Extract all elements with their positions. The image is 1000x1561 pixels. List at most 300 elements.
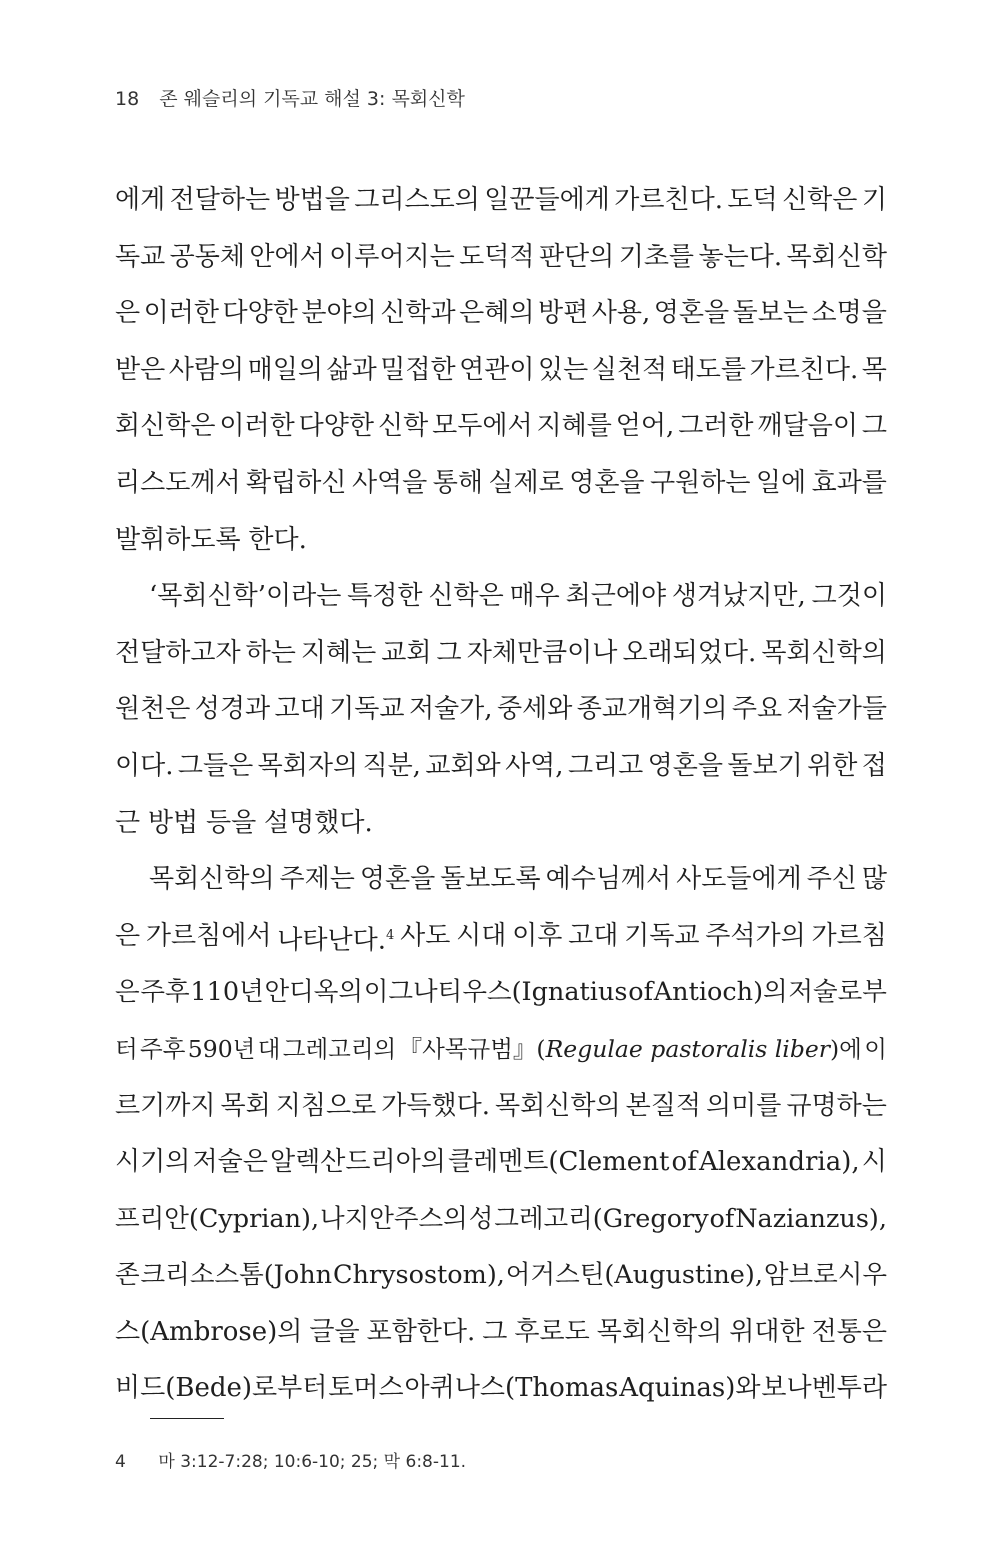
word-text: 사람의 (168, 354, 245, 385)
word-text: Chrysostom), (333, 1260, 505, 1291)
word (735, 1199, 887, 1256)
word-text: 목회신학의 (149, 864, 275, 895)
word-text: 주후 (140, 1034, 186, 1063)
word (115, 803, 140, 860)
word-text: 돌보는 (732, 298, 809, 329)
word (807, 746, 857, 803)
word (327, 350, 377, 407)
word-text: 저술은 (192, 1147, 268, 1178)
word-text: 이 (864, 1034, 887, 1063)
word (380, 293, 455, 350)
word (862, 406, 887, 463)
word-text: 주후 (140, 977, 190, 1008)
word-text: 비드(Bede)로부터 (115, 1373, 328, 1404)
footnote-reference[interactable]: 4 (386, 927, 395, 943)
word (812, 1312, 887, 1369)
word-text: 저술가, (408, 694, 493, 725)
word (456, 916, 506, 973)
word-text: 어거스틴(Augustine), (505, 1260, 763, 1291)
word (710, 1199, 735, 1256)
word (786, 689, 886, 746)
word-text: 직분, (362, 750, 421, 781)
word-text: 글을 (309, 1316, 360, 1347)
word (862, 350, 887, 407)
word (678, 406, 753, 463)
word-text: 그 (482, 1316, 508, 1347)
word-text: 가르친다. (614, 185, 724, 215)
word (432, 406, 532, 463)
word (622, 633, 756, 690)
word (757, 406, 857, 463)
word-text: 기 (861, 185, 887, 215)
word-text: 도덕적 (459, 241, 535, 272)
word (115, 1312, 302, 1369)
word-text: 실제로 (488, 467, 564, 498)
word (364, 972, 628, 1029)
word (626, 1086, 701, 1143)
word-text: 위한 (807, 750, 858, 781)
word-text: 보나벤투라 (761, 1373, 887, 1404)
word (115, 1368, 327, 1425)
word (756, 463, 806, 520)
word-text: 590년 (187, 1034, 256, 1063)
word (807, 859, 857, 916)
word-text: 공동체 (169, 241, 245, 272)
word-text: 소명을 (811, 298, 887, 329)
word-text: 사역, (505, 750, 564, 781)
word (440, 859, 540, 916)
word (488, 463, 563, 520)
word (705, 916, 805, 973)
word (360, 859, 435, 916)
word (648, 746, 723, 803)
word-text: Nazianzus), (735, 1203, 887, 1234)
text-line (115, 406, 887, 463)
word-text: 이다. (115, 750, 174, 781)
word (512, 916, 562, 973)
word (764, 1255, 887, 1312)
word-text: 교회 (381, 637, 432, 668)
word-text: 주신 (806, 864, 857, 895)
word (140, 972, 189, 1029)
word (115, 916, 140, 973)
word-text: 모두에서 (432, 411, 533, 442)
word (699, 1142, 860, 1199)
word (538, 350, 588, 407)
word-text: 발휘하도록 (115, 524, 241, 555)
word-text: 고대 (274, 694, 325, 725)
word (320, 1199, 468, 1256)
word (352, 463, 427, 520)
word-text: 받은 (115, 354, 166, 385)
word-text: 구원하는 (650, 467, 751, 498)
word-text: 포함한다. (366, 1316, 476, 1347)
word-text: 가르친다. (749, 354, 859, 385)
word (115, 633, 241, 690)
word (115, 746, 174, 803)
word-text: 클레멘트(Clement (447, 1147, 670, 1178)
word-text: 리스도께서 (115, 467, 241, 498)
word (246, 633, 296, 690)
word-text: 주요 (731, 694, 783, 725)
word-text: 목회신학 (786, 241, 887, 272)
word (115, 1086, 215, 1143)
word (864, 1029, 887, 1086)
word-text: 전달하는 (169, 185, 271, 215)
word (333, 1255, 505, 1312)
word (671, 350, 746, 407)
word (246, 463, 346, 520)
book-title-korean: 『사목규범』( (398, 1034, 546, 1063)
word-text: 그리고 (567, 750, 644, 781)
text-line (115, 237, 887, 294)
word (258, 1029, 281, 1086)
footnote-text: 마 3:12-7:28; 10:6-10; 25; 막 6:8-11. (158, 1452, 467, 1472)
word (727, 180, 777, 237)
word (786, 1086, 886, 1143)
word (750, 350, 859, 407)
word (592, 293, 651, 350)
word (428, 576, 503, 633)
word (782, 180, 857, 237)
text-line (115, 633, 887, 690)
word-text: 지혜를 (536, 411, 612, 442)
word (277, 916, 394, 973)
word-text: 중세와 (496, 694, 573, 725)
word (672, 1142, 697, 1199)
body-text (115, 180, 887, 1425)
word (459, 293, 534, 350)
text-line (115, 859, 887, 916)
word (270, 1142, 446, 1199)
word-text: 르기까지 (115, 1090, 216, 1121)
word (367, 1312, 476, 1369)
word (654, 293, 729, 350)
word-text: 얻어, (615, 411, 675, 442)
word (115, 520, 241, 577)
word-text: 사용, (591, 298, 651, 329)
word (329, 237, 455, 294)
word (698, 237, 782, 294)
word (733, 293, 808, 350)
word-text: 기초를 (618, 241, 695, 272)
word (115, 1199, 319, 1256)
word-text: 터 (115, 1034, 138, 1063)
word-text: Aquinas)와 (619, 1373, 761, 1404)
word (484, 180, 610, 237)
word-text: 영혼을 (569, 467, 645, 498)
word-text: 방법을 (274, 185, 350, 215)
text-line (115, 1086, 887, 1143)
word-text: 목 (861, 354, 887, 385)
word-text: 종교개혁기의 (576, 694, 728, 725)
word-text: 그 (861, 411, 887, 442)
word-text: 목회자의 (257, 750, 359, 781)
word (309, 1312, 359, 1369)
word (706, 1086, 781, 1143)
word (812, 576, 887, 633)
word-text: 예수님께서 (545, 864, 672, 895)
word-text: 은혜의 (459, 298, 535, 329)
word-text: 주석가의 (705, 920, 806, 951)
word (624, 916, 699, 973)
word-text: 이러한 (219, 411, 295, 442)
word-text: 오래되었다. (622, 637, 757, 668)
word (115, 293, 140, 350)
word-text: 전통은 (811, 1316, 887, 1347)
word-text: 은 (115, 977, 140, 1008)
word (115, 463, 241, 520)
word-text: 신학 (377, 411, 429, 442)
word-text: 가르침 (811, 920, 887, 951)
word (195, 689, 270, 746)
word (354, 180, 480, 237)
word-text: 암브로시우 (763, 1260, 887, 1291)
word (380, 350, 455, 407)
word (577, 689, 728, 746)
word-text: 목회신학의 (596, 1316, 723, 1347)
word-text: 놓는다. (698, 241, 783, 272)
word-text: of (628, 977, 654, 1008)
text-line (115, 520, 887, 577)
word (301, 633, 376, 690)
word-text: 영혼을 (653, 298, 730, 329)
word-text: 본질적 (625, 1090, 702, 1121)
word-text: 후로도 (514, 1316, 590, 1347)
word-text: 많 (861, 864, 887, 895)
text-line (115, 293, 887, 350)
word (381, 633, 431, 690)
word (787, 237, 887, 294)
word-text: 의미를 (706, 1090, 782, 1121)
word (190, 972, 263, 1029)
word (146, 916, 272, 973)
word-text: 돌보기 (727, 750, 803, 781)
word-text: 그레고리(Gregory (494, 1203, 709, 1234)
word-text: 존 (115, 1260, 140, 1291)
word-text: 위대한 (729, 1316, 805, 1347)
word (404, 1368, 618, 1425)
word-text: 최근에야 (565, 581, 667, 612)
text-line (115, 746, 887, 803)
word (619, 237, 694, 294)
word (437, 633, 462, 690)
word-text: 하는 (245, 637, 296, 668)
word-text: 영혼을 (647, 750, 724, 781)
word (169, 350, 244, 407)
word-text: Alexandria), (698, 1147, 860, 1178)
text-line (115, 1255, 887, 1312)
text-line (115, 1199, 887, 1256)
word (115, 1255, 140, 1312)
word (148, 803, 198, 860)
word (761, 633, 887, 690)
word-text: 신학은 (428, 581, 504, 612)
word (264, 972, 363, 1029)
word (170, 237, 245, 294)
word (115, 689, 190, 746)
word (275, 689, 325, 746)
text-line (115, 1312, 887, 1369)
word-text: 방편 (538, 298, 589, 329)
word (140, 1029, 185, 1086)
word (732, 689, 782, 746)
word-text: 성경과 (194, 694, 271, 725)
word-text: 그들은 (177, 750, 254, 781)
word (248, 520, 307, 577)
word-text: 목회신학의 (495, 1090, 621, 1121)
footnote (115, 1447, 466, 1472)
text-line (115, 350, 887, 407)
word-text: 사역을 (351, 467, 428, 498)
word (329, 689, 404, 746)
word (362, 746, 421, 803)
word (399, 1029, 862, 1086)
word-text: 있는 (538, 354, 589, 385)
word (299, 406, 374, 463)
word (409, 689, 493, 746)
word-text: 기독교 (329, 694, 405, 725)
word-text: of (671, 1147, 697, 1178)
word-text: 방법 (147, 807, 199, 838)
word (568, 746, 643, 803)
word-text: 목회 (220, 1090, 271, 1121)
word-text: 접 (861, 750, 887, 781)
word-text: 신학과 (380, 298, 456, 329)
word (546, 859, 672, 916)
word (862, 1142, 887, 1199)
word-text: 안디옥의 (264, 977, 364, 1008)
word-text: 에게 (115, 185, 166, 215)
word (788, 972, 887, 1029)
word (537, 406, 612, 463)
word-text: 매일의 (247, 354, 323, 385)
word (616, 406, 675, 463)
word (538, 293, 588, 350)
word (812, 463, 887, 520)
footnote-number: 4 (115, 1452, 126, 1472)
text-line (115, 916, 887, 973)
word (221, 1086, 271, 1143)
word-text: 한다. (248, 524, 307, 555)
word (459, 350, 534, 407)
word-text: 실천적 (591, 354, 668, 385)
word (568, 916, 618, 973)
word-text: 분야의 (301, 298, 377, 329)
word-text: 이루어지는 (329, 241, 455, 272)
word (115, 237, 165, 294)
word (497, 689, 572, 746)
word-text: 회신학은 (115, 411, 216, 442)
word (812, 293, 887, 350)
footnote-divider (150, 1418, 224, 1419)
word (482, 1312, 507, 1369)
word-text: 영혼을 (359, 864, 436, 895)
word-text: 성 (468, 1203, 494, 1234)
word (258, 746, 358, 803)
page-number: 18 (115, 88, 140, 110)
word (149, 859, 275, 916)
word-text: 효과를 (811, 467, 887, 498)
word (328, 1368, 403, 1425)
word-text: 저술로부 (788, 977, 887, 1008)
word (862, 180, 887, 237)
word-text: 돌보도록 (440, 864, 541, 895)
running-header (115, 84, 465, 111)
word-text: 생겨났지만, (671, 581, 806, 612)
word (761, 1368, 887, 1425)
word-suffix: )에 (830, 1034, 862, 1063)
word-text: 은 (115, 920, 141, 951)
word-text: 아퀴나스(Thomas (404, 1373, 619, 1404)
text-line (115, 463, 887, 520)
word-text: 지혜는 (300, 637, 377, 668)
word-text: 그리스도의 (354, 185, 480, 215)
word (628, 972, 653, 1029)
word-text: 다양한 (298, 411, 375, 442)
word-text: 교회와 (425, 750, 501, 781)
word-text: 목회신학의 (761, 637, 887, 668)
word-text: 밀접한 (380, 354, 456, 385)
word-text: 크리소스톰(John (140, 1260, 333, 1291)
word (144, 293, 219, 350)
word-text: 사도들에게 (676, 864, 802, 895)
word-text: Antioch)의 (653, 977, 788, 1008)
word-text: 신학은 (782, 185, 858, 215)
word-text: of (709, 1203, 735, 1234)
word-text: 알렉산드리아의 (270, 1147, 446, 1178)
word-text: 일에 (755, 467, 807, 498)
word (400, 916, 450, 973)
word-text: 독교 (115, 241, 166, 272)
word (115, 406, 215, 463)
word-text: 등을 (205, 807, 257, 838)
word-text: 특정한 (347, 581, 423, 612)
word (650, 463, 750, 520)
word-text: 가득했다. (381, 1090, 490, 1121)
word-text: 고대 (568, 920, 619, 951)
word (566, 576, 666, 633)
word (494, 1199, 708, 1256)
word (597, 1312, 723, 1369)
word-text: 지침으로 (275, 1090, 377, 1121)
word-text: 다양한 (222, 298, 298, 329)
word (862, 746, 887, 803)
word-text: 규명하는 (786, 1090, 887, 1121)
word (619, 1368, 760, 1425)
word-text: 그레고리의 (282, 1034, 397, 1063)
word-text: 원천은 (115, 694, 191, 725)
word-text: 기독교 (624, 920, 700, 951)
word-text: 스(Ambrose)의 (115, 1316, 303, 1347)
word (223, 293, 298, 350)
word-text: 확립하신 (246, 467, 347, 498)
text-line (115, 576, 887, 633)
word (592, 350, 667, 407)
word (505, 746, 564, 803)
word-text: 그것이 (811, 581, 887, 612)
text-line (115, 803, 887, 860)
word-text: ‘목회신학’이라는 (149, 581, 342, 612)
word-text: 전달하고자 (115, 637, 241, 668)
word-text: 저술가들 (786, 694, 887, 725)
word-text: 설명했다. (263, 807, 373, 838)
word-text: 시기의 (115, 1147, 191, 1178)
book-title-latin: Regulae pastoralis liber (545, 1034, 831, 1063)
word-text: 태도를 (670, 354, 746, 385)
word-text: 이러한 (143, 298, 219, 329)
word (219, 406, 294, 463)
